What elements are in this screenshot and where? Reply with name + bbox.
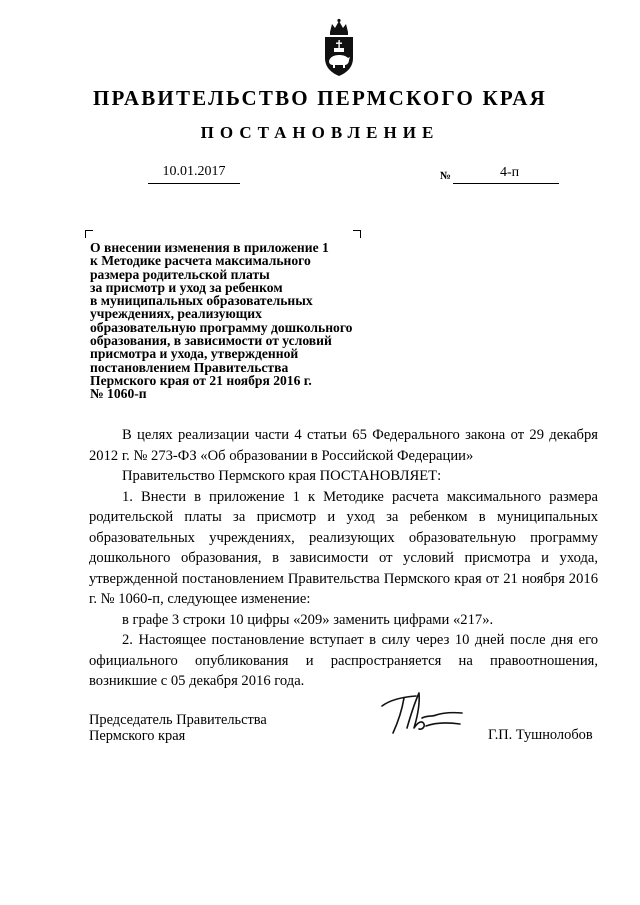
heading-bracket-right bbox=[353, 230, 361, 238]
document-type: ПОСТАНОВЛЕНИЕ bbox=[200, 123, 440, 142]
subject-line: О внесении изменения в приложение 1 bbox=[90, 240, 329, 255]
item-1-paragraph: 1. Внести в приложение 1 к Методике расчета максимального размера родительской платы за присмотр и уход за ребенком в муниципальных образовательных учреждениях, реализующих образовательную программу дошкольного образования, в зависимости от условий присмотра и ухода, утвержденной постановлением Правительства Пермского края от 21 ноября 2016 г. № 1060-п, следующее изменение: bbox=[89, 488, 598, 607]
document-date: 10.01.2017 bbox=[148, 164, 240, 184]
subject-line: размера родительской платы bbox=[90, 266, 270, 282]
preamble-paragraph: В целях реализации части 4 статьи 65 Федерального закона от 29 декабря 2012 г. № 273-ФЗ «Об образовании в Российской Федерации» bbox=[89, 427, 598, 464]
signer-name: Г.П. Тушнолобов bbox=[488, 727, 593, 743]
signer-position bbox=[89, 713, 267, 744]
subject-line: к Методике расчета максимального bbox=[90, 253, 311, 269]
subject-line: постановлением Правительства bbox=[90, 359, 289, 375]
resolves-paragraph: Правительство Пермского края ПОСТАНОВЛЯЕТ: bbox=[122, 468, 442, 484]
subject-line: за присмотр и уход за ребенком bbox=[90, 279, 283, 295]
subject-line: Пермского края от 21 ноября 2016 г. bbox=[90, 372, 312, 388]
signer-position-line: Пермского края bbox=[89, 727, 186, 744]
subject-line: присмотра и ухода, утвержденной bbox=[90, 346, 299, 362]
item-2-paragraph: 2. Настоящее постановление вступает в силу через 10 дней после дня его официального опубликования и распространяется на правоотношения, возникшие с 05 декабря 2016 года. bbox=[89, 632, 598, 689]
subject-line: образовательную программу дошкольного bbox=[90, 319, 353, 335]
number-sign: № bbox=[440, 170, 452, 182]
perm-krai-coat-of-arms-icon bbox=[318, 18, 360, 78]
subject-line: в муниципальных образовательных bbox=[90, 293, 313, 309]
item-1-change-paragraph: в графе 3 строки 10 цифры «209» заменить цифрами «217». bbox=[122, 611, 494, 628]
heading-bracket-left bbox=[85, 230, 93, 238]
subject-heading bbox=[90, 241, 420, 401]
government-name: ПРАВИТЕЛЬСТВО ПЕРМСКОГО КРАЯ bbox=[92, 86, 547, 110]
handwritten-signature-icon bbox=[376, 688, 466, 740]
document-number-field bbox=[453, 164, 559, 184]
subject-line: учреждениях, реализующих bbox=[90, 306, 262, 322]
subject-line: образования, в зависимости от условий bbox=[90, 333, 332, 349]
subject-line: № 1060-п bbox=[90, 386, 147, 402]
signer-position-line: Председатель Правительства bbox=[89, 712, 267, 728]
document-number: 4-п bbox=[500, 165, 520, 180]
document-body bbox=[89, 425, 598, 692]
